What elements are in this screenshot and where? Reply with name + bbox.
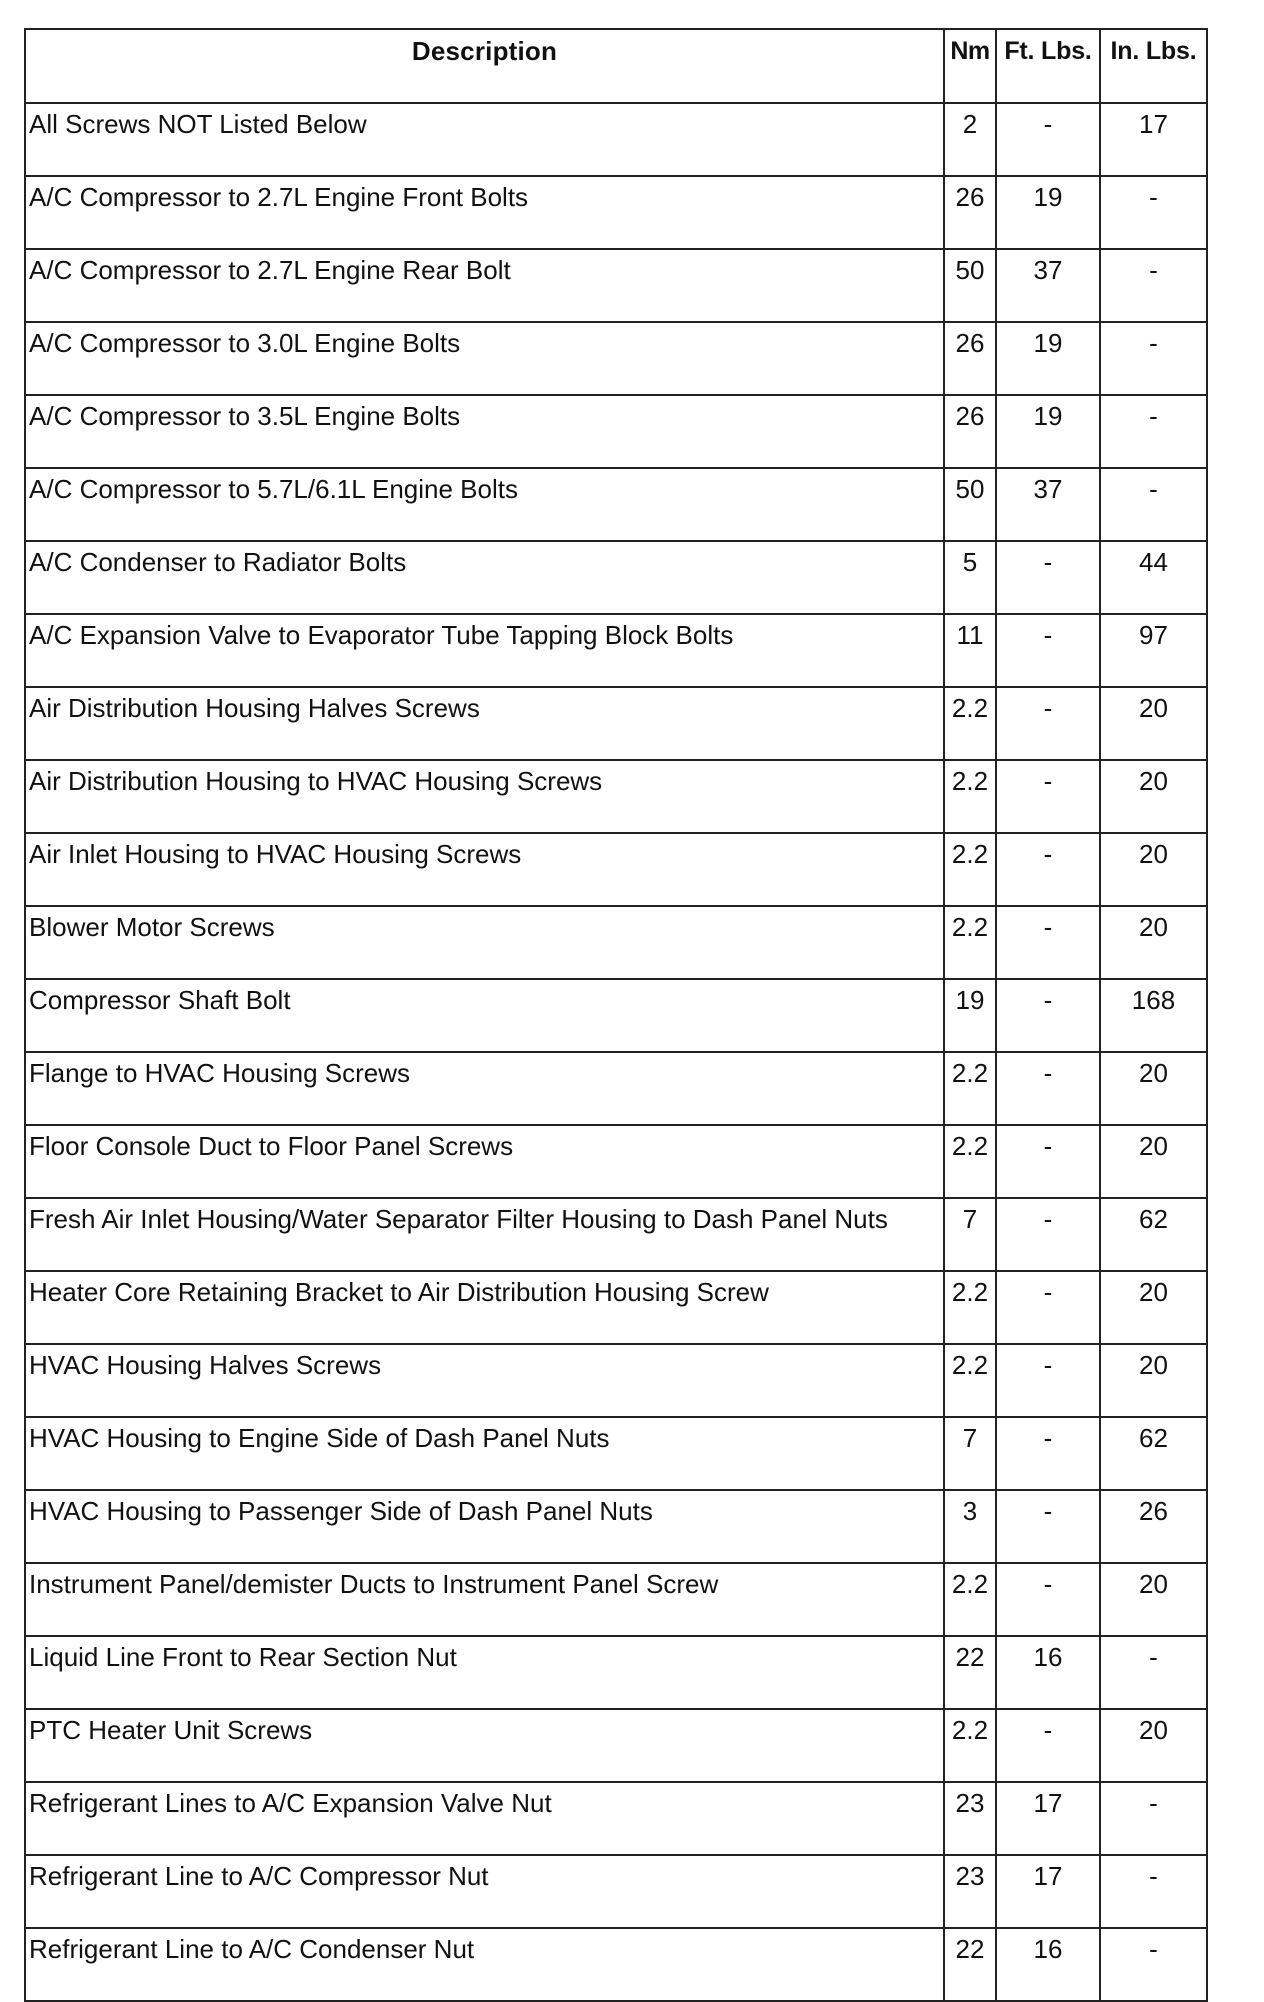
cell-ft-lbs: 37 bbox=[996, 468, 1100, 541]
table-row bbox=[25, 1636, 1207, 1709]
cell-in-lbs: 20 bbox=[1100, 1563, 1207, 1636]
cell-description: Liquid Line Front to Rear Section Nut bbox=[25, 1636, 944, 1709]
cell-ft-lbs: - bbox=[996, 1709, 1100, 1782]
table-row bbox=[25, 1928, 1207, 2001]
table-body bbox=[25, 103, 1207, 2001]
cell-in-lbs: 20 bbox=[1100, 833, 1207, 906]
cell-ft-lbs: - bbox=[996, 979, 1100, 1052]
cell-nm: 26 bbox=[944, 395, 996, 468]
cell-description: Refrigerant Line to A/C Condenser Nut bbox=[25, 1928, 944, 2001]
table-row bbox=[25, 1855, 1207, 1928]
cell-in-lbs: - bbox=[1100, 176, 1207, 249]
cell-ft-lbs: 19 bbox=[996, 322, 1100, 395]
cell-ft-lbs: - bbox=[996, 906, 1100, 979]
cell-ft-lbs: 16 bbox=[996, 1636, 1100, 1709]
table-row bbox=[25, 833, 1207, 906]
table-row bbox=[25, 906, 1207, 979]
cell-ft-lbs: - bbox=[996, 687, 1100, 760]
cell-ft-lbs: - bbox=[996, 614, 1100, 687]
cell-nm: 2.2 bbox=[944, 1563, 996, 1636]
cell-nm: 2.2 bbox=[944, 1052, 996, 1125]
table-row bbox=[25, 176, 1207, 249]
cell-ft-lbs: - bbox=[996, 1125, 1100, 1198]
cell-description: HVAC Housing to Engine Side of Dash Panel Nuts bbox=[25, 1417, 944, 1490]
cell-ft-lbs: - bbox=[996, 1417, 1100, 1490]
cell-nm: 5 bbox=[944, 541, 996, 614]
cell-description: Instrument Panel/demister Ducts to Instrument Panel Screw bbox=[25, 1563, 944, 1636]
cell-ft-lbs: 17 bbox=[996, 1782, 1100, 1855]
cell-in-lbs: 20 bbox=[1100, 1709, 1207, 1782]
cell-nm: 2.2 bbox=[944, 906, 996, 979]
cell-in-lbs: 17 bbox=[1100, 103, 1207, 176]
cell-nm: 2.2 bbox=[944, 760, 996, 833]
cell-in-lbs: 20 bbox=[1100, 1271, 1207, 1344]
cell-in-lbs: - bbox=[1100, 1928, 1207, 2001]
table-row bbox=[25, 1125, 1207, 1198]
cell-nm: 2.2 bbox=[944, 833, 996, 906]
table-row bbox=[25, 1490, 1207, 1563]
cell-description: A/C Compressor to 2.7L Engine Front Bolts bbox=[25, 176, 944, 249]
cell-description: A/C Compressor to 5.7L/6.1L Engine Bolts bbox=[25, 468, 944, 541]
table-row bbox=[25, 687, 1207, 760]
cell-description: HVAC Housing Halves Screws bbox=[25, 1344, 944, 1417]
cell-description: PTC Heater Unit Screws bbox=[25, 1709, 944, 1782]
cell-description: Flange to HVAC Housing Screws bbox=[25, 1052, 944, 1125]
cell-nm: 26 bbox=[944, 176, 996, 249]
cell-nm: 2.2 bbox=[944, 1344, 996, 1417]
cell-in-lbs: 26 bbox=[1100, 1490, 1207, 1563]
table-row bbox=[25, 1709, 1207, 1782]
cell-nm: 7 bbox=[944, 1417, 996, 1490]
cell-in-lbs: 20 bbox=[1100, 1125, 1207, 1198]
cell-ft-lbs: - bbox=[996, 760, 1100, 833]
cell-description: Blower Motor Screws bbox=[25, 906, 944, 979]
cell-in-lbs: - bbox=[1100, 468, 1207, 541]
cell-nm: 2.2 bbox=[944, 1271, 996, 1344]
cell-in-lbs: 168 bbox=[1100, 979, 1207, 1052]
cell-in-lbs: 20 bbox=[1100, 1052, 1207, 1125]
table-row bbox=[25, 103, 1207, 176]
cell-description: Floor Console Duct to Floor Panel Screws bbox=[25, 1125, 944, 1198]
cell-ft-lbs: - bbox=[996, 1271, 1100, 1344]
cell-ft-lbs: 17 bbox=[996, 1855, 1100, 1928]
cell-in-lbs: - bbox=[1100, 322, 1207, 395]
cell-nm: 23 bbox=[944, 1782, 996, 1855]
cell-nm: 50 bbox=[944, 468, 996, 541]
header-nm: Nm bbox=[944, 29, 996, 103]
cell-in-lbs: - bbox=[1100, 1855, 1207, 1928]
cell-in-lbs: 20 bbox=[1100, 906, 1207, 979]
cell-description: Air Inlet Housing to HVAC Housing Screws bbox=[25, 833, 944, 906]
cell-in-lbs: 20 bbox=[1100, 1344, 1207, 1417]
cell-ft-lbs: - bbox=[996, 833, 1100, 906]
cell-ft-lbs: - bbox=[996, 1052, 1100, 1125]
cell-description: HVAC Housing to Passenger Side of Dash Panel Nuts bbox=[25, 1490, 944, 1563]
cell-ft-lbs: - bbox=[996, 1563, 1100, 1636]
table-row bbox=[25, 1198, 1207, 1271]
cell-description: A/C Condenser to Radiator Bolts bbox=[25, 541, 944, 614]
cell-nm: 2.2 bbox=[944, 1709, 996, 1782]
cell-ft-lbs: 16 bbox=[996, 1928, 1100, 2001]
cell-ft-lbs: - bbox=[996, 1490, 1100, 1563]
table-row bbox=[25, 1271, 1207, 1344]
cell-in-lbs: 20 bbox=[1100, 760, 1207, 833]
table-row bbox=[25, 614, 1207, 687]
cell-nm: 3 bbox=[944, 1490, 996, 1563]
cell-ft-lbs: 19 bbox=[996, 176, 1100, 249]
cell-in-lbs: 44 bbox=[1100, 541, 1207, 614]
table-row bbox=[25, 541, 1207, 614]
header-in-lbs: In. Lbs. bbox=[1100, 29, 1207, 103]
cell-nm: 7 bbox=[944, 1198, 996, 1271]
cell-description: Refrigerant Line to A/C Compressor Nut bbox=[25, 1855, 944, 1928]
cell-description: A/C Compressor to 3.5L Engine Bolts bbox=[25, 395, 944, 468]
cell-description: A/C Expansion Valve to Evaporator Tube Tapping Block Bolts bbox=[25, 614, 944, 687]
cell-nm: 11 bbox=[944, 614, 996, 687]
table-row bbox=[25, 395, 1207, 468]
cell-nm: 2.2 bbox=[944, 687, 996, 760]
cell-ft-lbs: 37 bbox=[996, 249, 1100, 322]
cell-description: All Screws NOT Listed Below bbox=[25, 103, 944, 176]
header-ft-lbs: Ft. Lbs. bbox=[996, 29, 1100, 103]
cell-description: Compressor Shaft Bolt bbox=[25, 979, 944, 1052]
cell-description: Heater Core Retaining Bracket to Air Distribution Housing Screw bbox=[25, 1271, 944, 1344]
cell-nm: 23 bbox=[944, 1855, 996, 1928]
table-row bbox=[25, 468, 1207, 541]
cell-nm: 22 bbox=[944, 1636, 996, 1709]
cell-ft-lbs: - bbox=[996, 103, 1100, 176]
cell-description: Air Distribution Housing to HVAC Housing Screws bbox=[25, 760, 944, 833]
cell-nm: 22 bbox=[944, 1928, 996, 2001]
table-header bbox=[25, 29, 1207, 103]
cell-nm: 2 bbox=[944, 103, 996, 176]
cell-description: Air Distribution Housing Halves Screws bbox=[25, 687, 944, 760]
cell-nm: 26 bbox=[944, 322, 996, 395]
cell-ft-lbs: - bbox=[996, 1344, 1100, 1417]
cell-description: Fresh Air Inlet Housing/Water Separator Filter Housing to Dash Panel Nuts bbox=[25, 1198, 944, 1271]
cell-nm: 19 bbox=[944, 979, 996, 1052]
cell-in-lbs: - bbox=[1100, 249, 1207, 322]
table-row bbox=[25, 979, 1207, 1052]
table-row bbox=[25, 1344, 1207, 1417]
cell-in-lbs: - bbox=[1100, 1636, 1207, 1709]
cell-description: Refrigerant Lines to A/C Expansion Valve Nut bbox=[25, 1782, 944, 1855]
table-row bbox=[25, 322, 1207, 395]
cell-in-lbs: - bbox=[1100, 395, 1207, 468]
table-row bbox=[25, 1563, 1207, 1636]
cell-in-lbs: - bbox=[1100, 1782, 1207, 1855]
header-row bbox=[25, 29, 1207, 103]
cell-description: A/C Compressor to 2.7L Engine Rear Bolt bbox=[25, 249, 944, 322]
table-row bbox=[25, 1417, 1207, 1490]
cell-nm: 2.2 bbox=[944, 1125, 996, 1198]
cell-ft-lbs: - bbox=[996, 1198, 1100, 1271]
table-row bbox=[25, 1782, 1207, 1855]
torque-spec-table bbox=[24, 28, 1208, 2002]
cell-in-lbs: 62 bbox=[1100, 1198, 1207, 1271]
cell-in-lbs: 97 bbox=[1100, 614, 1207, 687]
cell-nm: 50 bbox=[944, 249, 996, 322]
header-description: Description bbox=[25, 29, 944, 103]
cell-in-lbs: 20 bbox=[1100, 687, 1207, 760]
table-row bbox=[25, 760, 1207, 833]
table-row bbox=[25, 1052, 1207, 1125]
table-row bbox=[25, 249, 1207, 322]
cell-ft-lbs: 19 bbox=[996, 395, 1100, 468]
cell-in-lbs: 62 bbox=[1100, 1417, 1207, 1490]
cell-ft-lbs: - bbox=[996, 541, 1100, 614]
cell-description: A/C Compressor to 3.0L Engine Bolts bbox=[25, 322, 944, 395]
